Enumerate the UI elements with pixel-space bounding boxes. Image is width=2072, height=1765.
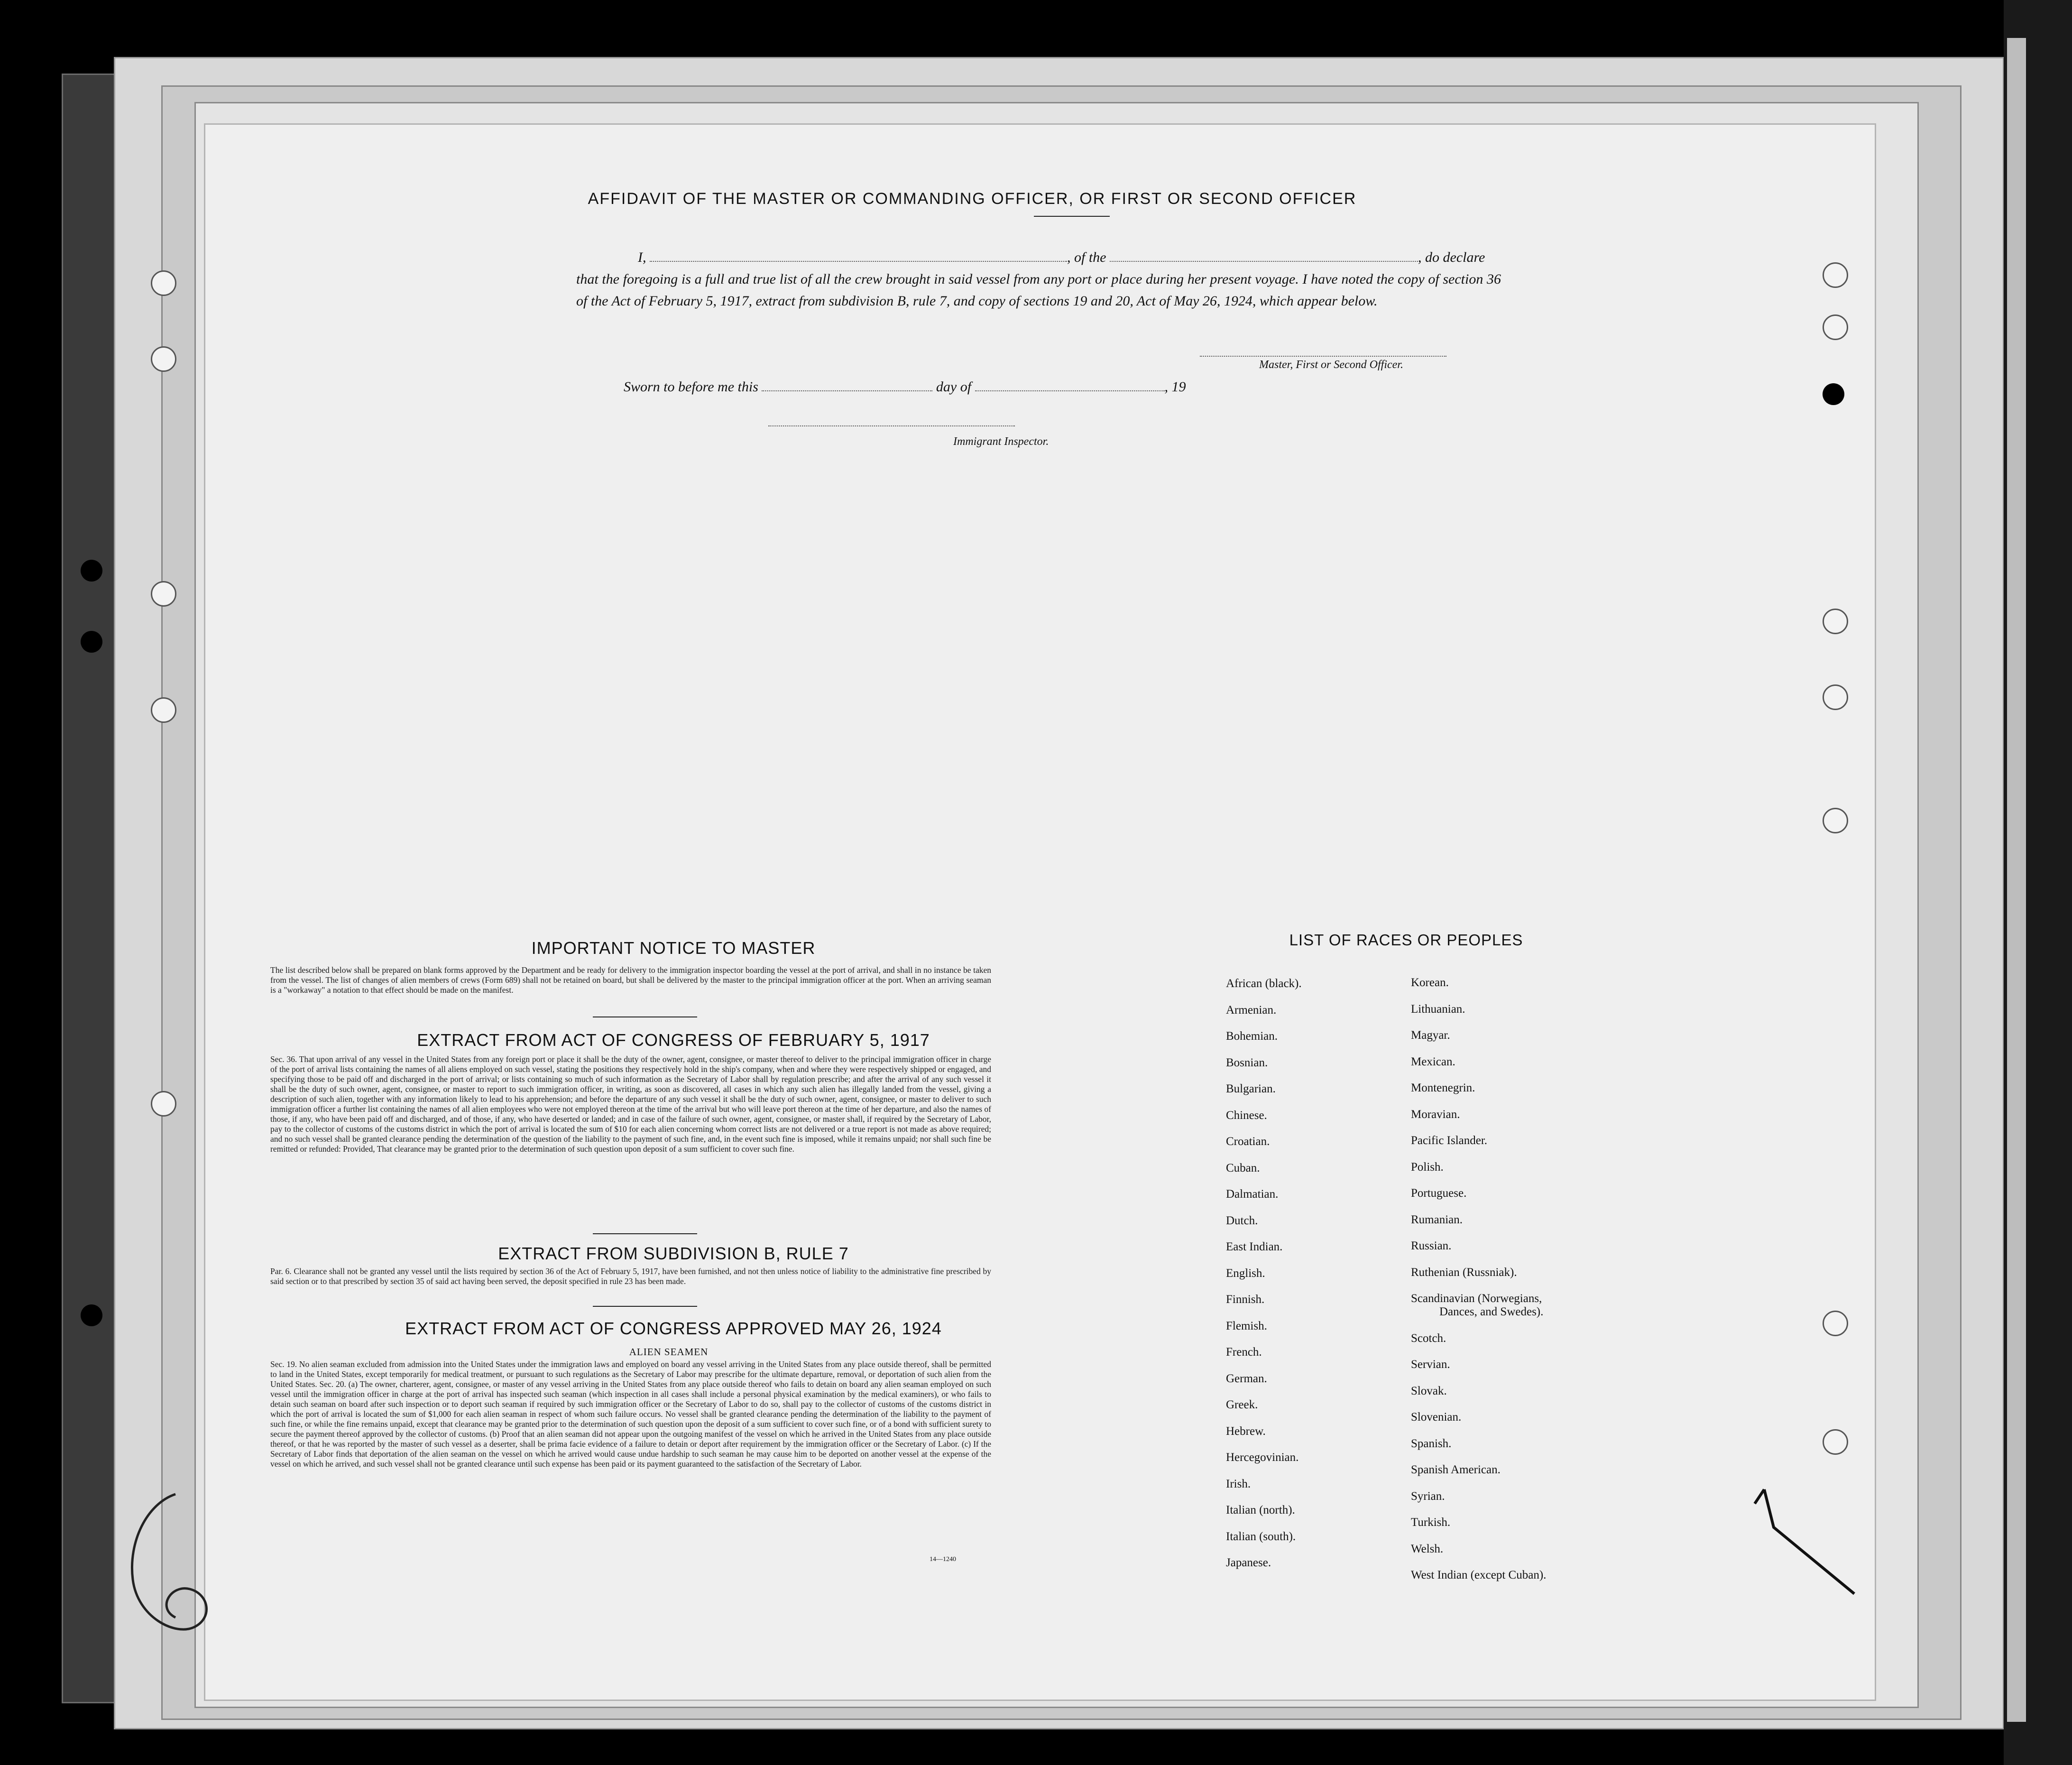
race-item: Servian. [1411,1358,1450,1371]
race-item: Pacific Islander. [1411,1134,1488,1147]
race-item: Scandinavian (Norwegians, [1411,1292,1542,1305]
race-item: Finnish. [1226,1293,1265,1306]
text-fragment: , 19 [1164,379,1186,395]
vessel-field[interactable] [1110,248,1418,262]
sworn-line [624,377,1186,395]
section-divider [593,1233,697,1234]
notice-title: IMPORTANT NOTICE TO MASTER [531,938,816,958]
inspector-caption: Immigrant Inspector. [953,435,1049,448]
declaration-line [576,247,1501,268]
race-item: Bulgarian. [1226,1082,1276,1095]
race-item: Bohemian. [1226,1030,1278,1043]
race-item: Korean. [1411,976,1449,989]
binder-hole [1823,808,1848,833]
race-item: Spanish American. [1411,1463,1501,1476]
text-fragment: Sworn to before me this [624,379,758,395]
race-item: Dalmatian. [1226,1188,1279,1201]
signature-caption: Master, First or Second Officer. [1259,359,1403,371]
binder-hole [1823,314,1848,340]
pencil-mark [119,1485,223,1646]
race-item: East Indian. [1226,1240,1283,1253]
text-fragment: , of the [1067,250,1106,265]
extract-1924-body: Sec. 19. No alien seaman excluded from admission into the United States under the immigration laws and employed on board any vessel arriving in the United States from any place outside thereof, shall be permitted to land in the United States, except temporarily for medical treatment, or pursuant to such regulations as the Secretary of Labor may prescribe for the ultimate departure, removal, or deportation of such alien from the United States. Sec. 20. (a) The owner, charterer, agent, consignee, or master of any vessel arriving in the United States from any place outside thereof who fails to detain on board any alien seaman employed on such vessel until the immigration officer in charge at the port of arrival has inspected such seaman (which inspection in all cases shall include a personal physical examination by the medical examiners), or who fails to detain such seaman on board after such inspection or to deport such seaman if required by such immigration officer or the Secretary of Labor to do so, shall pay to the collector of customs of the customs district in which the port of arrival is located the sum of $1,000 for each alien seaman in respect of whom such failure occurs. No vessel shall be granted clearance pending the determination of the liability to the payment of such fine, or while the fine remains unpaid, except that clearance may be granted prior to the determination of such question upon the deposit of a sum sufficient to cover such fine, or of a bond with sufficient surety to secure the payment thereof approved by the collector of customs. (b) Proof that an alien seaman did not appear upon the outgoing manifest of the vessel on which he arrived in the United States from any place outside thereof, or that he was reported by the master of such vessel as a deserter, shall be prima facie evidence of a failure to detain or deport after requirement by the immigration officer or the Secretary of Labor. (c) If the Secretary of Labor finds that deportation of the alien seaman on the vessel on which he arrived would cause undue hardship to such seaman he may cause him to be deported on another vessel at the expense of the vessel on which he arrived, and such vessel shall not be granted clearance until such expense has been paid or its payment guaranteed to the satisfaction of the Secretary of Labor. [270,1359,991,1469]
binder-hole [81,560,102,582]
section-divider [593,1016,697,1017]
race-item: Polish. [1411,1160,1444,1174]
race-item: Welsh. [1411,1542,1444,1555]
race-item: Croatian. [1226,1135,1270,1148]
race-item: Greek. [1226,1398,1258,1411]
race-item: Slovak. [1411,1384,1447,1397]
race-item: Irish. [1226,1477,1251,1490]
race-item: Montenegrin. [1411,1081,1475,1094]
text-fragment: day of [936,379,972,395]
race-item: Bosnian. [1226,1056,1268,1069]
binder-hole [1823,684,1848,710]
race-item: German. [1226,1372,1267,1385]
race-item: Mexican. [1411,1055,1455,1068]
name-field[interactable] [650,248,1067,262]
check-mark [1745,1485,1869,1599]
race-item: Cuban. [1226,1161,1260,1174]
scanner-edge [2007,38,2026,1722]
race-item: English. [1226,1266,1265,1280]
extract-rule7-body: Par. 6. Clearance shall not be granted any vessel until the lists required by section 36 of the Act of February 5, 1917, have been furnished, and not then unless notice of liability to the administrative fine prescribed by said section or to that prescribed by section 35 of said act having been served, the deposit specified in rule 23 has been made. [270,1266,991,1286]
extract-1924-title: EXTRACT FROM ACT OF CONGRESS APPROVED MAY 26, 1924 [405,1319,942,1338]
text-fragment: , do declare [1418,250,1485,265]
section-divider [593,1306,697,1307]
race-item: Japanese. [1226,1556,1271,1569]
extract-rule7-title: EXTRACT FROM SUBDIVISION B, RULE 7 [498,1244,849,1263]
binder-hole [81,1304,102,1326]
race-item: Moravian. [1411,1108,1460,1121]
race-item: Hercegovinian. [1226,1451,1299,1464]
binder-hole [1823,262,1848,288]
extract-1917-title: EXTRACT FROM ACT OF CONGRESS OF FEBRUARY 5, 1917 [417,1030,930,1050]
master-signature-line[interactable] [1200,356,1446,357]
binder-hole [1823,609,1848,634]
inspector-signature-line[interactable] [768,425,1015,426]
race-item: Dances, and Swedes). [1439,1305,1544,1318]
binder-hole [81,631,102,653]
race-item: Dutch. [1226,1214,1258,1227]
race-item: French. [1226,1346,1262,1358]
races-title: LIST OF RACES OR PEOPLES [1289,931,1523,949]
race-item: African (black). [1226,977,1302,990]
race-item: Lithuanian. [1411,1002,1465,1016]
binder-hole [151,581,176,607]
form-number: 14—1240 [930,1556,956,1563]
race-item: West Indian (except Cuban). [1411,1569,1547,1581]
affidavit-text [576,247,1501,312]
race-item: Flemish. [1226,1319,1267,1332]
month-field[interactable] [975,377,1165,391]
binder-hole [151,270,176,296]
race-item: Turkish. [1411,1516,1451,1529]
race-item: Russian. [1411,1239,1452,1252]
binder-hole [151,346,176,372]
binder-hole [1823,1429,1848,1455]
binder-hole [1823,1311,1848,1336]
notice-body: The list described below shall be prepared on blank forms approved by the Department and be ready for delivery to the immigration inspector boarding the vessel at the port of arrival, and shall in no instance be taken from the vessel. The list of changes of alien members of crews (Form 689) shall not be retained on board, but shall be delivered by the master to the principal immigration officer at the port. When an arriving seaman is a "workaway" a notation to that effect should be made on the manifest. [270,965,991,995]
binder-hole [1823,383,1844,405]
race-item: Italian (north). [1226,1504,1295,1516]
title-rule [1034,216,1110,217]
race-item: Magyar. [1411,1029,1450,1042]
day-field[interactable] [762,377,932,391]
affidavit-title: AFFIDAVIT OF THE MASTER OR COMMANDING OFFICER, OR FIRST OR SECOND OFFICER [588,190,1357,208]
race-item: Ruthenian (Russniak). [1411,1266,1517,1279]
race-item: Slovenian. [1411,1411,1462,1423]
race-item: Italian (south). [1226,1530,1296,1543]
race-item: Syrian. [1411,1489,1445,1503]
race-item: Hebrew. [1226,1424,1266,1438]
text-fragment: I, [638,250,646,265]
race-item: Scotch. [1411,1331,1446,1345]
race-item: Armenian. [1226,1003,1277,1016]
race-item: Chinese. [1226,1109,1267,1122]
race-item: Rumanian. [1411,1213,1463,1226]
declaration-body: that the foregoing is a full and true list of all the crew brought in said vessel from any port or place during her present voyage. I have noted the copy of section 36 of the Act of February 5, 1917, extract from subdivision B, rule 7, and copy of sections 19 and 20, Act of May 26, 1924, which appear below. [576,271,1501,309]
race-item: Spanish. [1411,1437,1452,1450]
binder-hole [151,1091,176,1117]
alien-seamen-subtitle: ALIEN SEAMEN [629,1346,709,1358]
extract-1917-body: Sec. 36. That upon arrival of any vessel in the United States from any foreign port or place it shall be the duty of the owner, agent, consignee, or master thereof to deliver to the principal immigration officer in charge of the port of arrival lists containing the names of all aliens employed on such vessel, stating the positions they respectively hold in the ship's company, when and where they were respectively shipped or engaged, and specifying those to be paid off and discharged in the port of arrival; or lists containing so much of such information as the Secretary of Labor shall by regulation prescribe; and after the arrival of any such vessel it shall be the duty of such owner, agent, consignee, or master to report to such immigration officer, in writing, as soon as discovered, all cases in which any such alien has illegally landed from the vessel, giving a description of such alien, together with any information likely to lead to his apprehension; and before the departure of any such vessel it shall be the duty of such owner, agent, consignee, or master to deliver to such immigration officer a further list containing the names of all alien employees who were not employed thereon at the time of the arrival but who will leave port thereon at the time of her departure, and also the names of those, if any, who have been paid off and discharged, and of those, if any, who have deserted or landed; and in case of the failure of such owner, agent, consignee, or master shall, if required by the Secretary of Labor, pay to the collector of customs of the customs district in which the port of arrival is located the sum of $10 for each alien concerning whom correct lists are not delivered or a true report is not made as above required; and no such vessel shall be granted clearance pending the determination of the question of the liability to the payment of such fine, and, in the event such fine is imposed, while it remains unpaid; nor shall such fine be remitted or refunded: Provided, That clearance may be granted prior to the determination of such question upon deposit of a sum sufficient to cover such fine. [270,1054,991,1154]
binder-hole [151,697,176,723]
race-item: Portuguese. [1411,1187,1467,1200]
